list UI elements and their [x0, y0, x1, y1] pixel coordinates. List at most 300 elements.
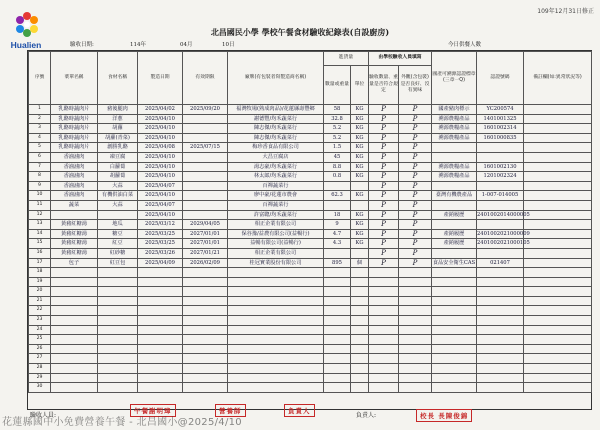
row-expiry [183, 133, 228, 143]
row-cert-mark [432, 268, 477, 278]
row-cert-no [477, 316, 524, 326]
row-qty: 18 [324, 210, 351, 220]
row-seq: 16 [29, 248, 51, 258]
row-seq: 20 [29, 287, 51, 297]
row-ingredient [98, 325, 138, 335]
row-expiry [183, 200, 228, 210]
table-row [29, 316, 592, 326]
row-qty [324, 287, 351, 297]
table-row [29, 191, 592, 201]
row-unit: KG [351, 191, 369, 201]
col-supplier: 廠牌(有包裝者寫製造商名稱) [228, 52, 324, 105]
row-unit [351, 277, 369, 287]
col-purchase: 進貨量 [324, 52, 369, 66]
row-seq: 3 [29, 124, 51, 134]
row-remark [524, 124, 592, 134]
row-check-pkg: P [399, 191, 432, 201]
row-check-qty [369, 354, 399, 364]
row-remark [524, 373, 592, 383]
row-seq: 15 [29, 239, 51, 249]
row-seq: 23 [29, 316, 51, 326]
row-cert-mark [432, 335, 477, 345]
table-row [29, 373, 592, 383]
row-seq: 11 [29, 200, 51, 210]
row-supplier [228, 296, 324, 306]
col-seq: 序號 [29, 52, 51, 105]
row-unit: KG [351, 133, 369, 143]
row-mfg-date: 2025/04/10 [138, 162, 183, 172]
row-dish [51, 268, 98, 278]
row-check-pkg [399, 335, 432, 345]
row-supplier: 陳志傑/均禾蔬菜行 [228, 133, 324, 143]
row-check-qty: P [369, 258, 399, 268]
row-check-pkg: P [399, 181, 432, 191]
table-row [29, 124, 592, 134]
row-supplier: 梅珍香食品有限公司 [228, 143, 324, 153]
table-row [29, 268, 592, 278]
row-dish [51, 383, 98, 393]
row-expiry [183, 373, 228, 383]
row-check-pkg [399, 364, 432, 374]
row-cert-mark: 國產豬肉標示 [432, 105, 477, 115]
row-remark [524, 364, 592, 374]
row-seq: 19 [29, 277, 51, 287]
row-mfg-date [138, 373, 183, 383]
row-qty: 5.2 [324, 133, 351, 143]
inspect-day: 10日 [222, 42, 235, 48]
row-check-qty [369, 335, 399, 345]
row-qty: 0.8 [324, 172, 351, 182]
row-check-pkg: P [399, 210, 432, 220]
row-unit [351, 364, 369, 374]
row-expiry [183, 354, 228, 364]
row-qty: 32.8 [324, 114, 351, 124]
row-check-pkg: P [399, 162, 432, 172]
row-dish [51, 287, 98, 297]
row-cert-mark: 產銷履歷 [432, 229, 477, 239]
row-cert-no [477, 268, 524, 278]
row-cert-mark [432, 152, 477, 162]
row-ingredient [98, 268, 138, 278]
row-expiry [183, 162, 228, 172]
row-check-qty: P [369, 133, 399, 143]
row-check-pkg: P [399, 152, 432, 162]
table-row [29, 239, 592, 249]
row-cert-no [477, 143, 524, 153]
row-remark [524, 316, 592, 326]
row-check-pkg: P [399, 114, 432, 124]
table-row [29, 364, 592, 374]
table-row [29, 152, 592, 162]
servings-label: 今日供餐人數 [448, 42, 482, 48]
row-expiry: 2025/09/20 [183, 105, 228, 115]
row-unit [351, 335, 369, 345]
row-cert-no: 1-007-014005 [477, 191, 524, 201]
row-ingredient [98, 277, 138, 287]
col-cert-mark: 國產可溯源認證標章(三章一Q) [432, 52, 477, 105]
row-ingredient [98, 296, 138, 306]
row-cert-mark [432, 383, 477, 393]
row-mfg-date [138, 306, 183, 316]
row-check-qty [369, 316, 399, 326]
row-check-pkg [399, 373, 432, 383]
inspect-month: 04月 [180, 42, 193, 48]
row-unit: 個 [351, 258, 369, 268]
row-cert-mark [432, 296, 477, 306]
row-remark [524, 239, 592, 249]
row-supplier: 桂冠實業股份有限公司 [228, 258, 324, 268]
row-check-pkg: P [399, 200, 432, 210]
row-qty: 4.7 [324, 229, 351, 239]
stamp-nutritionist: 營養師 [215, 404, 246, 417]
table-row [29, 114, 592, 124]
row-unit [351, 181, 369, 191]
row-cert-mark [432, 287, 477, 297]
table-row [29, 172, 592, 182]
row-seq: 4 [29, 133, 51, 143]
row-qty [324, 181, 351, 191]
row-supplier: 百禪蔬菜行 [228, 200, 324, 210]
row-check-pkg [399, 344, 432, 354]
row-dish: 乳酪時蔬肉片 [51, 124, 98, 134]
row-cert-mark [432, 344, 477, 354]
row-supplier [228, 325, 324, 335]
row-remark [524, 162, 592, 172]
row-ingredient [98, 210, 138, 220]
inspection-table-body [29, 105, 592, 393]
col-dish: 菜單名稱 [51, 52, 98, 105]
row-mfg-date [138, 316, 183, 326]
row-seq: 26 [29, 344, 51, 354]
row-qty: 9 [324, 220, 351, 230]
row-remark [524, 200, 592, 210]
row-expiry [183, 383, 228, 393]
row-cert-mark: 溯源農糧產品 [432, 162, 477, 172]
inspection-table [28, 51, 592, 393]
row-qty: 58 [324, 105, 351, 115]
row-cert-mark [432, 248, 477, 258]
row-remark [524, 344, 592, 354]
row-remark [524, 181, 592, 191]
table-row [29, 210, 592, 220]
row-seq: 14 [29, 229, 51, 239]
row-cert-no [477, 220, 524, 230]
row-unit: KG [351, 162, 369, 172]
inspect-date-label: 驗收日期: [70, 42, 94, 48]
row-supplier: 福灣牧場(熟成肉品)/花蓮縣壽豐鄉 [228, 105, 324, 115]
row-ingredient: 胡蘿(青菜) [98, 133, 138, 143]
row-cert-no [477, 181, 524, 191]
row-unit [351, 354, 369, 364]
row-check-qty [369, 373, 399, 383]
row-cert-mark: 溯源農糧產品 [432, 172, 477, 182]
row-cert-mark [432, 354, 477, 364]
row-unit: KG [351, 239, 369, 249]
row-remark [524, 354, 592, 364]
row-supplier: 相正企業有限公司 [228, 220, 324, 230]
row-mfg-date [138, 335, 183, 345]
stamp-principal: 校長 長陳俊錦 [416, 409, 472, 422]
row-dish: 蔬菜 [51, 200, 98, 210]
row-qty [324, 344, 351, 354]
row-unit: KG [351, 210, 369, 220]
row-mfg-date: 2025/04/10 [138, 210, 183, 220]
row-check-pkg [399, 354, 432, 364]
row-cert-mark [432, 325, 477, 335]
row-check-pkg: P [399, 229, 432, 239]
row-ingredient: 紅豆 [98, 239, 138, 249]
row-remark [524, 258, 592, 268]
inspection-table-container [27, 50, 592, 410]
col-check-pkg: 外觀(含包裝)是否良好、沒有異味 [399, 66, 432, 105]
row-ingredient [98, 383, 138, 393]
row-ingredient [98, 316, 138, 326]
row-mfg-date: 2025/04/10 [138, 172, 183, 182]
row-dish [51, 364, 98, 374]
row-cert-mark [432, 316, 477, 326]
col-unit: 單位 [351, 66, 369, 105]
row-supplier: 湯志豪/均禾蔬菜行 [228, 162, 324, 172]
row-cert-mark [432, 277, 477, 287]
row-cert-no: 021407 [477, 258, 524, 268]
row-expiry: 2029/04/05 [183, 220, 228, 230]
row-unit [351, 306, 369, 316]
row-expiry [183, 316, 228, 326]
row-check-pkg: P [399, 248, 432, 258]
table-row [29, 220, 592, 230]
row-mfg-date: 2025/04/09 [138, 258, 183, 268]
row-mfg-date [138, 268, 183, 278]
row-ingredient [98, 354, 138, 364]
row-supplier [228, 335, 324, 345]
row-cert-no [477, 373, 524, 383]
row-cert-no: 1401001325 [477, 114, 524, 124]
row-cert-mark [432, 143, 477, 153]
row-qty [324, 325, 351, 335]
row-supplier [228, 344, 324, 354]
row-mfg-date [138, 344, 183, 354]
row-seq: 24 [29, 325, 51, 335]
row-check-pkg: P [399, 105, 432, 115]
row-expiry: 2027/01/01 [183, 239, 228, 249]
row-unit: KG [351, 172, 369, 182]
row-remark [524, 325, 592, 335]
row-remark [524, 335, 592, 345]
row-unit: KG [351, 152, 369, 162]
row-cert-mark [432, 220, 477, 230]
row-cert-no [477, 296, 524, 306]
row-qty [324, 373, 351, 383]
row-supplier: 保谷豫/益農有限公司(益暢行) [228, 229, 324, 239]
inspector-label: 驗收人員: [30, 412, 57, 419]
row-mfg-date [138, 296, 183, 306]
row-remark [524, 296, 592, 306]
row-qty: 8.8 [324, 162, 351, 172]
row-supplier: 陳志傑/均禾蔬菜行 [228, 124, 324, 134]
row-qty [324, 200, 351, 210]
row-dish: 黃豬紅糖湯 [51, 239, 98, 249]
row-seq: 8 [29, 172, 51, 182]
row-check-pkg [399, 306, 432, 316]
table-row [29, 200, 592, 210]
row-check-qty: P [369, 162, 399, 172]
row-expiry [183, 191, 228, 201]
row-dish: 乳酪時蔬肉片 [51, 133, 98, 143]
row-qty [324, 306, 351, 316]
table-row [29, 306, 592, 316]
row-ingredient: 洋蔥 [98, 114, 138, 124]
row-expiry: 2025/07/15 [183, 143, 228, 153]
row-check-qty: P [369, 105, 399, 115]
stamp-inspector: 午餐謝明璋 [130, 404, 176, 417]
row-supplier: 相正企業有限公司 [228, 248, 324, 258]
col-check-qty: 驗收數量、重量是否符合規定 [369, 66, 399, 105]
row-dish: 黃豬紅糖湯 [51, 248, 98, 258]
row-mfg-date [138, 354, 183, 364]
row-seq: 25 [29, 335, 51, 345]
row-expiry [183, 152, 228, 162]
row-check-qty: P [369, 191, 399, 201]
table-row [29, 133, 592, 143]
row-remark [524, 248, 592, 258]
row-qty: 1.5 [324, 143, 351, 153]
row-check-pkg: P [399, 133, 432, 143]
row-ingredient: 糖豆 [98, 229, 138, 239]
row-cert-mark: 食品安全衛生CAS [432, 258, 477, 268]
row-qty [324, 296, 351, 306]
col-cert-no: 認證號碼 [477, 52, 524, 105]
row-seq: 28 [29, 364, 51, 374]
row-seq: 6 [29, 152, 51, 162]
row-ingredient: 胡蘿 [98, 124, 138, 134]
stamp-responsible: 負責人 [284, 404, 315, 417]
row-ingredient: 有機供油白菜 [98, 191, 138, 201]
row-cert-mark [432, 200, 477, 210]
row-cert-mark: 臺灣有機農產品 [432, 191, 477, 201]
row-mfg-date: 2025/03/26 [138, 248, 183, 258]
row-remark [524, 114, 592, 124]
row-check-qty: P [369, 220, 399, 230]
row-mfg-date: 2025/04/10 [138, 133, 183, 143]
table-row [29, 277, 592, 287]
row-seq: 21 [29, 296, 51, 306]
row-unit [351, 316, 369, 326]
row-expiry [183, 325, 228, 335]
row-unit: KG [351, 105, 369, 115]
row-check-qty [369, 325, 399, 335]
row-seq: 22 [29, 306, 51, 316]
row-mfg-date [138, 277, 183, 287]
row-dish: 包子 [51, 258, 98, 268]
row-check-qty: P [369, 152, 399, 162]
logo-text: Hualien [10, 40, 42, 50]
row-cert-no [477, 152, 524, 162]
row-supplier: 謝德豐/均禾蔬菜行 [228, 114, 324, 124]
row-check-qty: P [369, 172, 399, 182]
row-check-qty [369, 287, 399, 297]
row-expiry [183, 296, 228, 306]
row-qty [324, 354, 351, 364]
row-seq: 18 [29, 268, 51, 278]
row-dish [51, 316, 98, 326]
row-unit [351, 287, 369, 297]
row-check-qty [369, 268, 399, 278]
row-check-pkg: P [399, 220, 432, 230]
row-supplier [228, 268, 324, 278]
row-check-qty: P [369, 210, 399, 220]
row-check-pkg [399, 383, 432, 393]
row-check-pkg: P [399, 258, 432, 268]
row-check-pkg: P [399, 124, 432, 134]
row-unit: KG [351, 229, 369, 239]
row-expiry [183, 364, 228, 374]
row-qty: 5.2 [324, 124, 351, 134]
page-title: 北昌國民小學 學校午餐食材驗收紀錄表(自設廚房) [210, 27, 390, 37]
row-cert-no [477, 287, 524, 297]
row-ingredient [98, 364, 138, 374]
row-seq: 2 [29, 114, 51, 124]
row-mfg-date: 2025/03/25 [138, 229, 183, 239]
row-remark [524, 172, 592, 182]
row-cert-no [477, 200, 524, 210]
row-ingredient: 胡蘿蔔 [98, 172, 138, 182]
row-expiry [183, 344, 228, 354]
row-unit [351, 248, 369, 258]
row-dish [51, 306, 98, 316]
row-unit [351, 344, 369, 354]
row-seq: 29 [29, 373, 51, 383]
row-mfg-date: 2025/04/07 [138, 200, 183, 210]
row-dish: 香滷滷肉 [51, 152, 98, 162]
row-cert-no [477, 335, 524, 345]
row-cert-no: 1601002130 [477, 162, 524, 172]
row-mfg-date: 2025/03/12 [138, 220, 183, 230]
table-row [29, 325, 592, 335]
row-supplier [228, 354, 324, 364]
row-cert-no [477, 383, 524, 393]
row-remark [524, 229, 592, 239]
row-remark [524, 191, 592, 201]
row-mfg-date: 2025/04/08 [138, 143, 183, 153]
row-unit [351, 373, 369, 383]
row-ingredient [98, 287, 138, 297]
row-expiry: 2027/01/21 [183, 248, 228, 258]
row-qty: 62.3 [324, 191, 351, 201]
row-check-qty: P [369, 181, 399, 191]
row-dish: 香滷滷肉 [51, 181, 98, 191]
row-cert-mark [432, 373, 477, 383]
row-dish: 香滷滷肉 [51, 172, 98, 182]
row-cert-mark: 溯源農糧產品 [432, 133, 477, 143]
row-check-qty [369, 364, 399, 374]
row-remark [524, 277, 592, 287]
row-cert-mark [432, 306, 477, 316]
row-cert-mark: 產銷履歷 [432, 239, 477, 249]
row-qty [324, 248, 351, 258]
row-seq: 10 [29, 191, 51, 201]
row-check-qty: P [369, 200, 399, 210]
col-mfg-date: 製造日期 [138, 52, 183, 105]
row-ingredient: 豬後腿肉 [98, 105, 138, 115]
row-ingredient: 創勝乳酪 [98, 143, 138, 153]
row-check-pkg: P [399, 143, 432, 153]
row-seq: 12 [29, 210, 51, 220]
row-expiry [183, 268, 228, 278]
row-mfg-date: 2025/04/10 [138, 114, 183, 124]
table-row [29, 181, 592, 191]
table-row [29, 354, 592, 364]
row-unit [351, 325, 369, 335]
